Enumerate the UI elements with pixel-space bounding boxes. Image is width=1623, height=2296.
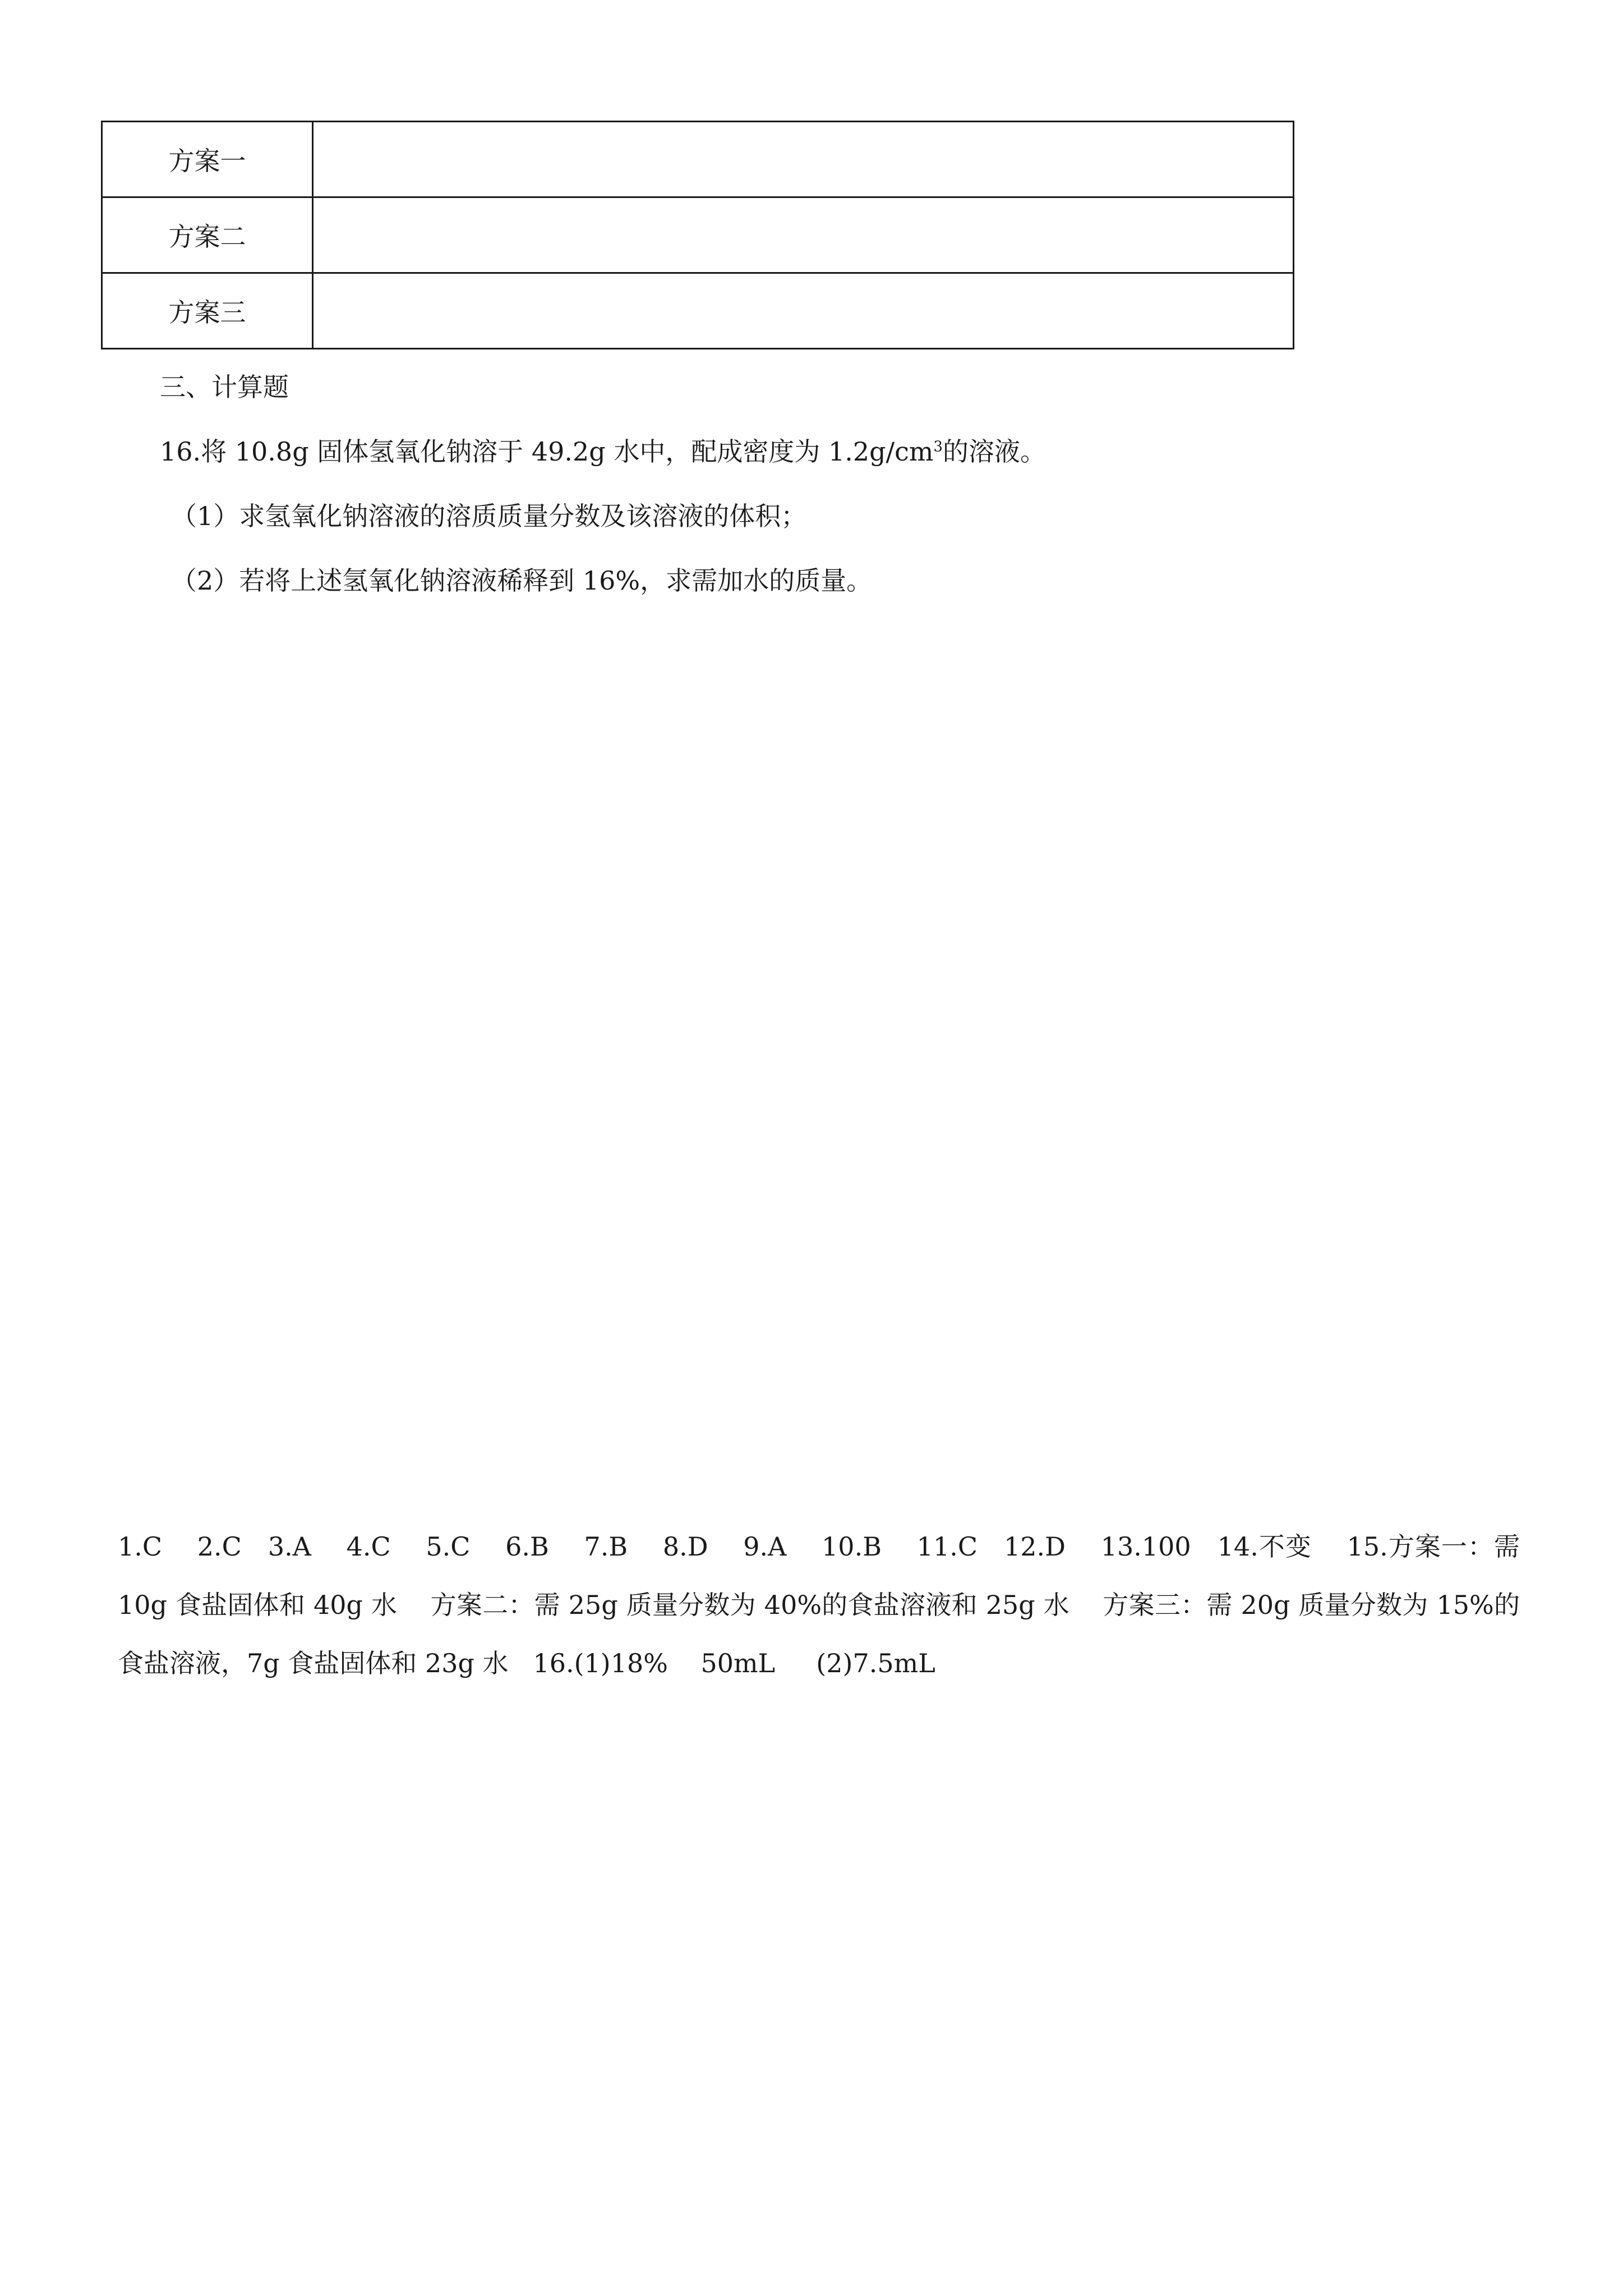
- scheme-answer-cell: [313, 273, 1294, 349]
- scheme-answer-cell: [313, 122, 1294, 197]
- answer-key-text: 1.C 2.C 3.A 4.C 5.C 6.B 7.B 8.D 9.A 10.B 11.C 12.D 13.100 14.不变 15.方案一：需 10g 食盐固体和 40g 水 方案二：需 25g 质量分数为 40%的食盐溶液和 25g 水 方案三：需 20g 质量分数为 15%的食盐溶液，7g 食盐固体和 23g 水 16.(1)18% 50mL (2)7.5mL: [118, 1531, 1528, 1678]
- scheme-label: 方案一: [102, 122, 313, 197]
- scheme-label: 方案二: [102, 197, 313, 273]
- question-16-part-1: （1）求氢氧化钠溶液的溶质质量分数及该溶液的体积；: [171, 501, 807, 531]
- table-row: [102, 273, 1294, 349]
- question-16-stem-text: 16.将 10.8g 固体氢氧化钠溶于 49.2g 水中，配成密度为 1.2g/cm: [160, 436, 934, 467]
- question-16-part-2: （2）若将上述氢氧化钠溶液稀释到 16%，求需加水的质量。: [171, 565, 873, 596]
- table-row: [102, 122, 1294, 197]
- superscript: 3: [933, 438, 943, 455]
- section-heading: 三、计算题: [160, 372, 289, 402]
- scheme-label: 方案三: [102, 273, 313, 349]
- question-16-stem-tail: 的溶液。: [943, 436, 1046, 467]
- scheme-table: [101, 121, 1294, 349]
- answer-key: [118, 1517, 1528, 1692]
- table-row: [102, 197, 1294, 273]
- scheme-answer-cell: [313, 197, 1294, 273]
- question-16-stem: [160, 435, 1046, 468]
